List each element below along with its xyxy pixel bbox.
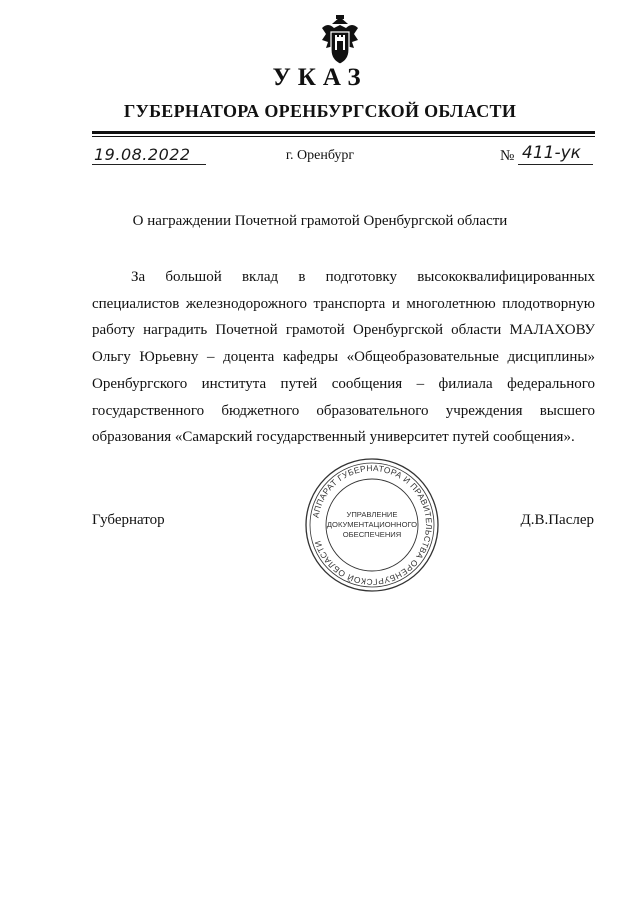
number-sign: № — [500, 148, 515, 164]
stamp-line-1: УПРАВЛЕНИЕ — [346, 510, 398, 519]
document-city: г. Оренбург — [285, 148, 355, 163]
date-underline — [92, 164, 206, 165]
document-title: УКАЗ — [272, 64, 368, 91]
document-heading: О награждении Почетной грамотой Оренбургской области — [132, 213, 508, 229]
document-subtitle: ГУБЕРНАТОРА ОРЕНБУРГСКОЙ ОБЛАСТИ — [123, 101, 517, 121]
document-number: 411-ук — [522, 143, 581, 163]
coat-of-arms-icon — [318, 14, 362, 66]
stamp-line-2: ДОКУМЕНТАЦИОННОГО — [326, 520, 418, 529]
header-divider — [92, 131, 595, 137]
stamp-line-3: ОБЕСПЕЧЕНИЯ — [342, 530, 402, 539]
signatory-role: Губернатор — [92, 512, 165, 528]
stamp-ring-path: АППАРАТ ГУБЕРНАТОРА И ПРАВИТЕЛЬСТВА ОРЕНБУРГСКОЙ ОБЛАСТИ — [310, 462, 435, 588]
document-body: За большой вклад в подготовку высококвалифицированных специалистов железнодорожного транспорта и многолетнюю плодотворную работу наградить Почетной грамотой Оренбургской области МАЛАХОВУ Ольгу Юрьевну – доцента кафедры «Общеобразовательные дисциплины» Оренбургского института путей сообщения – филиала федерального государственного бюджетного образовательного учреждения высшего образования «Самарский государственный университет путей сообщения». — [92, 269, 595, 446]
number-underline — [518, 164, 593, 165]
signatory-name: Д.В.Паслер — [520, 512, 594, 528]
official-stamp — [302, 455, 442, 595]
document-date: 19.08.2022 — [94, 145, 191, 164]
